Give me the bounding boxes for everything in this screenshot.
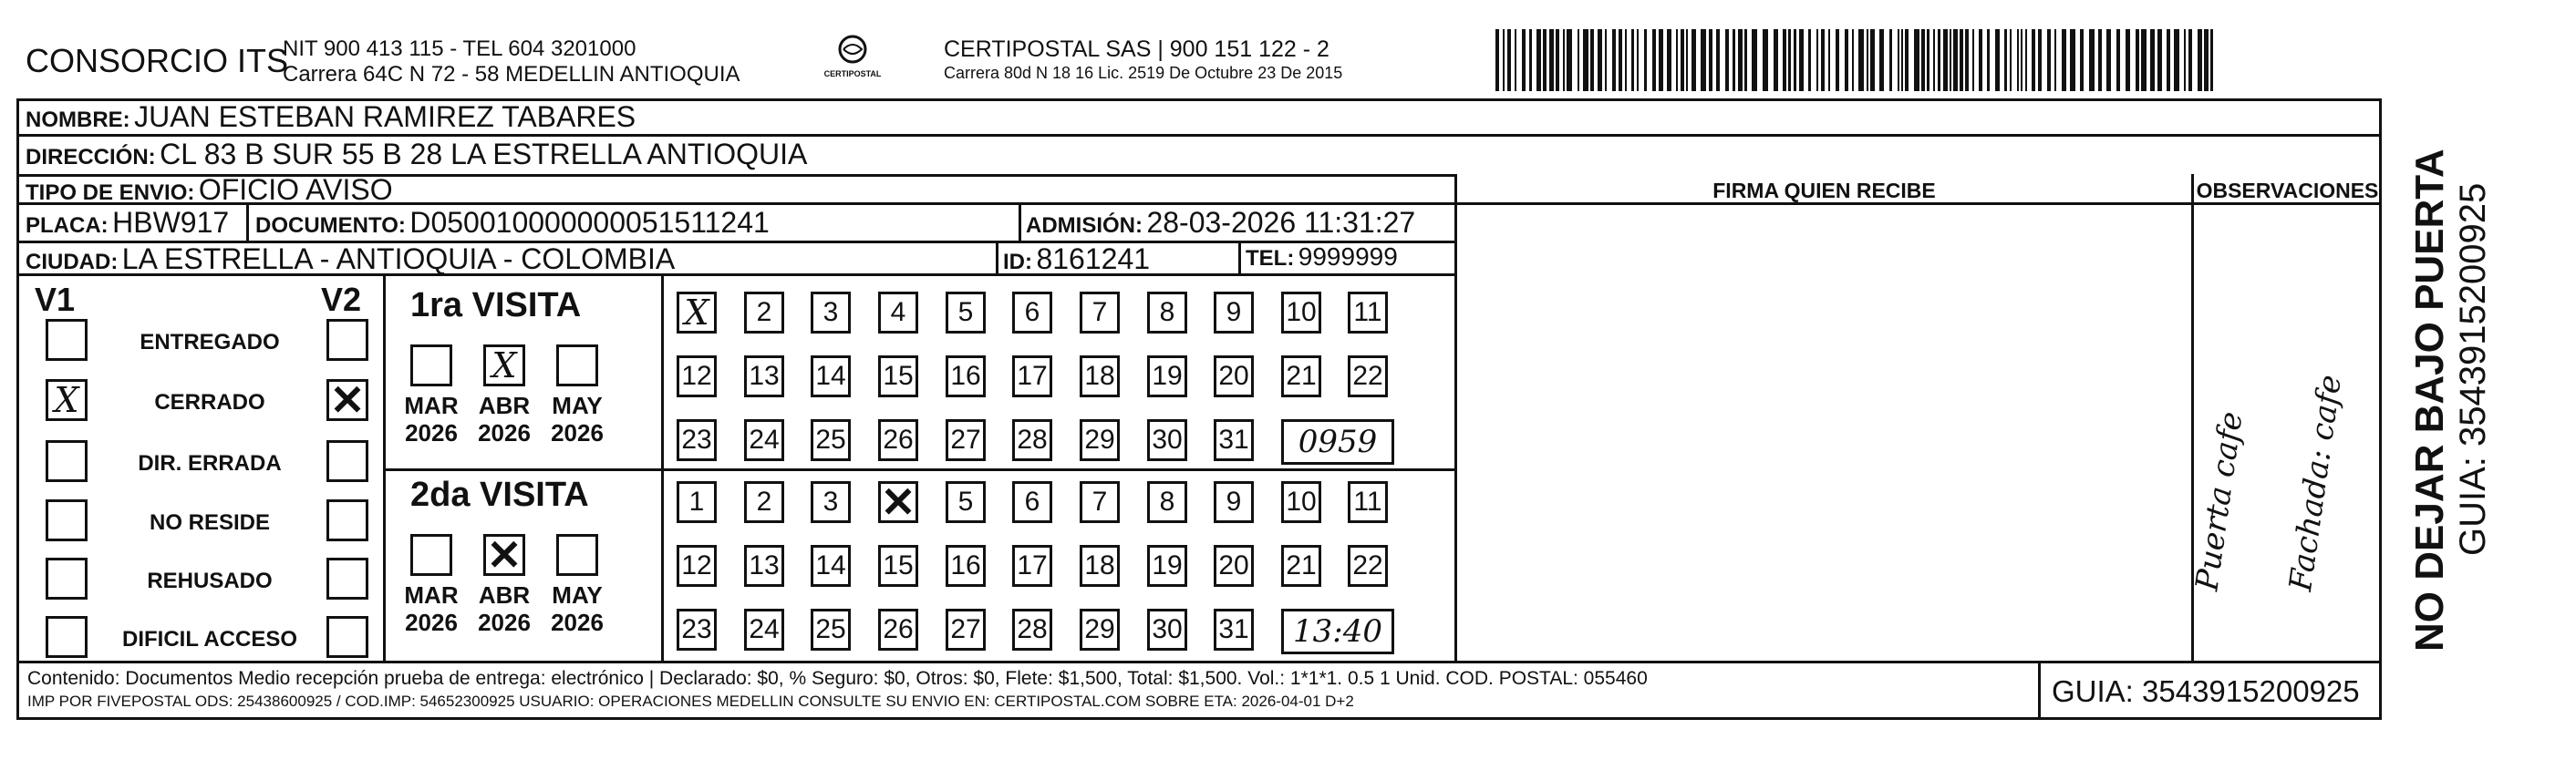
observaciones-header: OBSERVACIONES [2196,179,2379,202]
month-name: MAR [404,581,459,609]
day-box[interactable]: 7 [1080,481,1120,523]
tel-label: TEL: [1246,246,1295,271]
day-box[interactable]: 22 [1348,355,1388,397]
visit2-title: 2da VISITA [410,476,589,514]
day-box[interactable]: 23 [677,609,717,651]
tel-value: 9999999 [1298,242,1398,271]
day-box[interactable]: 19 [1147,545,1187,587]
observaciones-note-2: Fachada: cafe [2282,372,2349,594]
placa-label: PLACA: [26,213,109,238]
day-box[interactable]: 27 [946,419,986,461]
day-box[interactable]: 25 [811,419,851,461]
certipostal-info: CERTIPOSTAL SAS | 900 151 122 - 2 [944,36,1329,62]
month-year: 2026 [405,609,458,636]
certipostal-logo-text: CERTIPOSTAL [823,69,882,78]
month-year: 2026 [478,419,531,447]
day-box[interactable]: 15 [878,545,918,587]
v1-checkbox[interactable] [46,440,88,482]
status-label: ENTREGADO [140,330,280,354]
day-box[interactable]: 29 [1080,419,1120,461]
day-box[interactable]: 25 [811,609,851,651]
day-box[interactable]: 26 [878,609,918,651]
barcode [1495,29,2225,91]
documento-label: DOCUMENTO: [255,213,406,238]
month-name: MAR [404,392,459,419]
direccion-row [26,138,807,171]
time-value: 0959 [1298,424,1378,460]
day-box[interactable]: 1 [677,481,717,523]
month-year: 2026 [551,419,604,447]
v1-checkbox[interactable] [46,319,88,361]
v1-checkbox[interactable]: X [46,379,88,421]
tipo-row [26,173,393,207]
footer-imp: IMP POR FIVEPOSTAL ODS: 25438600925 / COD.IMP: 54652300925 USUARIO: OPERACIONES MEDELLIN CONSULTE SU ENVIO EN: CERTIPOSTAL.COM SOBRE ETA: 2026-04-01 D+2 [27,693,1354,710]
month-label [545,392,609,447]
id-cell [1003,242,1150,276]
day-box[interactable]: 16 [946,545,986,587]
direccion-value: CL 83 B SUR 55 B 28 LA ESTRELLA ANTIOQUIA [160,138,808,170]
certipostal-address: Carrera 80d N 18 16 Lic. 2519 De Octubre 23 De 2015 [944,64,1343,82]
certipostal-logo [816,33,889,87]
v2-checkbox[interactable] [326,440,368,482]
direccion-label: DIRECCIÓN: [26,145,156,169]
day-box[interactable]: 6 [1012,292,1052,334]
company-name: CONSORCIO ITS [26,42,289,79]
day-box[interactable]: 17 [1012,355,1052,397]
day-box[interactable]: 22 [1348,545,1388,587]
footer-guia: GUIA: 3543915200925 [2052,674,2360,708]
day-box[interactable]: 20 [1214,355,1254,397]
status-label: REHUSADO [147,569,273,593]
day-box[interactable]: 20 [1214,545,1254,587]
day-box[interactable]: 17 [1012,545,1052,587]
status-label: DIFICIL ACCESO [121,627,297,652]
day-box[interactable]: 13 [744,545,784,587]
company-address: Carrera 64C N 72 - 58 MEDELLIN ANTIOQUIA [283,62,740,87]
day-box[interactable]: 12 [677,545,717,587]
month-checkbox[interactable] [556,344,598,386]
day-box[interactable]: 30 [1147,609,1187,651]
day-box[interactable]: X [677,292,717,334]
observaciones-note-1: Puerta cafe [2188,409,2250,593]
day-box[interactable]: 29 [1080,609,1120,651]
v1-checkbox[interactable] [46,558,88,600]
day-box[interactable]: 16 [946,355,986,397]
footer-content: Contenido: Documentos Medio recepción prueba de entrega: electrónico | Declarado: $0, % Seguro: $0, Otros: $0, Flete: $1,500, Total: $1,500. Vol.: 1*1*1. 0.5 1 Unid. COD. POSTAL: 055460 [27,668,1648,689]
day-box[interactable]: 12 [677,355,717,397]
day-box[interactable]: 8 [1147,292,1187,334]
month-checkbox[interactable]: ✕ [483,534,525,576]
nombre-label: NOMBRE: [26,108,130,132]
day-box[interactable]: 11 [1348,481,1388,523]
time-value: 13:40 [1293,613,1382,650]
day-box[interactable]: 3 [811,292,851,334]
v2-checkbox[interactable] [326,558,368,600]
day-box[interactable]: 8 [1147,481,1187,523]
month-name: ABR [478,581,531,609]
company-nit: NIT 900 413 115 - TEL 604 3201000 [283,36,636,61]
day-box[interactable]: 5 [946,481,986,523]
day-box[interactable]: 14 [811,545,851,587]
placa-value: HBW917 [112,206,230,239]
day-box[interactable]: 23 [677,419,717,461]
day-box[interactable]: 18 [1080,545,1120,587]
admision-value: 28-03-2026 11:31:27 [1146,206,1416,239]
v1-checkbox[interactable] [46,616,88,658]
day-box[interactable]: 10 [1281,481,1321,523]
day-box[interactable]: ✕ [878,481,918,523]
day-box[interactable]: 15 [878,355,918,397]
placa-cell [26,206,229,240]
day-box[interactable]: 28 [1012,419,1052,461]
day-box[interactable]: 7 [1080,292,1120,334]
day-box[interactable]: 2 [744,292,784,334]
id-label: ID: [1003,250,1032,274]
month-checkbox[interactable]: X [483,344,525,386]
day-box[interactable]: 13 [744,355,784,397]
day-box[interactable]: 28 [1012,609,1052,651]
v2-label: V2 [321,281,362,318]
day-box[interactable]: 24 [744,419,784,461]
month-year: 2026 [478,609,531,636]
nombre-value: JUAN ESTEBAN RAMIREZ TABARES [134,100,636,133]
v2-checkbox[interactable] [326,499,368,541]
month-name: ABR [478,392,531,419]
month-name: MAY [552,392,603,419]
day-box[interactable]: 31 [1214,419,1254,461]
visit1-title: 1ra VISITA [410,286,582,324]
day-box[interactable]: 21 [1281,355,1321,397]
v2-checkbox[interactable]: ✕ [326,379,368,421]
side-guia: GUIA: 3543915200925 [2453,182,2493,556]
day-box[interactable]: 11 [1348,292,1388,334]
month-label [545,581,609,636]
documento-value: D050010000000051511241 [409,206,770,239]
v1-label: V1 [35,281,76,318]
status-label: CERRADO [154,390,265,415]
v2-checkbox[interactable] [326,616,368,658]
month-year: 2026 [551,609,604,636]
month-name: MAY [552,581,603,609]
day-box[interactable]: 19 [1147,355,1187,397]
id-value: 8161241 [1036,242,1151,275]
v1-checkbox[interactable] [46,499,88,541]
day-box[interactable]: 4 [878,292,918,334]
admision-cell [1026,206,1415,240]
day-box[interactable]: 14 [811,355,851,397]
admision-label: ADMISIÓN: [1026,213,1143,238]
day-box[interactable]: 30 [1147,419,1187,461]
day-box[interactable]: 31 [1214,609,1254,651]
status-label: DIR. ERRADA [138,451,282,476]
ciudad-label: CIUDAD: [26,250,119,274]
tipo-label: TIPO DE ENVIO: [26,180,195,205]
tel-cell [1246,242,1398,272]
month-checkbox[interactable] [410,344,452,386]
day-box[interactable]: 18 [1080,355,1120,397]
day-box[interactable]: 10 [1281,292,1321,334]
day-box[interactable]: 24 [744,609,784,651]
month-checkbox[interactable] [410,534,452,576]
day-box[interactable]: 2 [744,481,784,523]
v2-checkbox[interactable] [326,319,368,361]
side-warning: NO DEJAR BAJO PUERTA [2407,149,2452,652]
month-label [472,581,536,636]
day-box[interactable]: 26 [878,419,918,461]
day-box[interactable]: 9 [1214,292,1254,334]
firma-header: FIRMA QUIEN RECIBE [1712,179,1936,202]
month-year: 2026 [405,419,458,447]
day-box[interactable]: 9 [1214,481,1254,523]
day-box[interactable]: 21 [1281,545,1321,587]
status-label: NO RESIDE [149,510,271,535]
nombre-row [26,100,636,134]
day-box[interactable]: 6 [1012,481,1052,523]
month-checkbox[interactable] [556,534,598,576]
documento-cell [255,206,770,240]
time-box[interactable] [1281,419,1394,465]
day-box[interactable]: 3 [811,481,851,523]
ciudad-cell [26,242,675,276]
month-label [399,392,463,447]
month-label [472,392,536,447]
day-box[interactable]: 5 [946,292,986,334]
tipo-value: OFICIO AVISO [198,173,393,206]
day-box[interactable]: 27 [946,609,986,651]
ciudad-value: LA ESTRELLA - ANTIOQUIA - COLOMBIA [121,242,676,275]
month-label [399,581,463,636]
time-box[interactable] [1281,609,1394,654]
